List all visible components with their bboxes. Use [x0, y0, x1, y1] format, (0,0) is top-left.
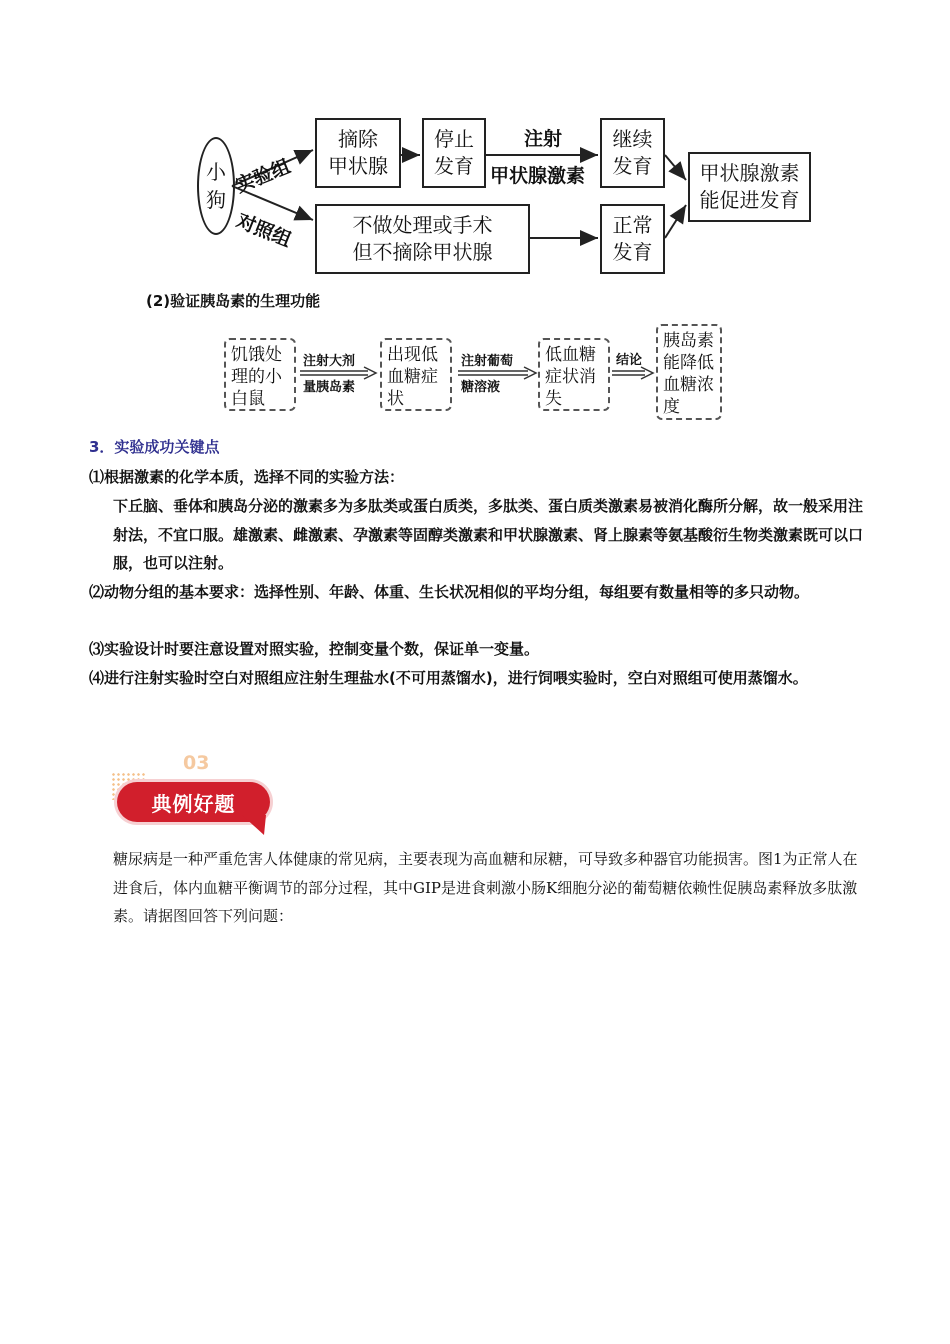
experimental-group-label: 实验组: [232, 155, 294, 198]
point-1-heading: ⑴根据激素的化学本质，选择不同的实验方法：: [89, 468, 405, 486]
conclusion-label: 结论: [616, 353, 643, 368]
inject-insulin-label: 注射大剂: [303, 354, 356, 369]
control-group-label: 对照组: [233, 209, 295, 252]
control-treatment-box: 不做处理或手术 但不摘除甲状腺: [315, 204, 530, 274]
thyroid-hormone-label: 甲状腺激素: [490, 165, 586, 187]
point-4: ⑷进行注射实验时空白对照组应注射生理盐水(不可用蒸馏水)，进行饲喂实验时，空白对照组可使用蒸馏水。: [89, 669, 808, 687]
banner-number: 03: [183, 752, 210, 774]
high-dose-insulin-label: 量胰岛素: [303, 380, 356, 395]
continue-growth-box: 继续 发育: [600, 118, 665, 188]
inject-glucose-label: 注射葡萄: [461, 354, 514, 369]
normal-growth-box: 正常 发育: [600, 204, 665, 274]
step-starved-mice: 饥饿处 理的小 白鼠: [224, 338, 296, 411]
stop-growth-box: 停止 发育: [422, 118, 486, 188]
point-1-body: 下丘脑、垂体和胰岛分泌的激素多为多肽类或蛋白质类，多肽类、蛋白质类激素易被消化酶所分解，故一般采用注射法，不宜口服。雄激素、雌激素、孕激素等固醇类激素和甲状腺激素、肾上腺素等氨基酸衍生物类激素既可以口服，也可以注射。: [113, 497, 864, 572]
step-insulin-conclusion: 胰岛素 能降低 血糖浓 度: [656, 324, 722, 420]
glucose-solution-label: 糖溶液: [461, 380, 501, 395]
point-3: ⑶实验设计时要注意设置对照实验，控制变量个数，保证单一变量。: [89, 640, 540, 658]
point-2: ⑵动物分组的基本要求：选择性别、年龄、体重、生长状况相似的平均分组，每组要有数量相等的多只动物。: [89, 583, 810, 601]
puppy-node: 小 狗: [197, 137, 235, 235]
diagram2-arrows: [0, 320, 950, 420]
banner-label: 典例好题: [151, 791, 236, 816]
inject-label: 注射: [524, 128, 563, 150]
subtitle-insulin: (2)验证胰岛素的生理功能: [146, 292, 321, 310]
step-symptoms-disappear: 低血糖 症状消 失: [538, 338, 610, 411]
conclusion-box: 甲状腺激素 能促进发育: [688, 152, 811, 222]
remove-thyroid-box: 摘除 甲状腺: [315, 118, 401, 188]
section-title: 3．实验成功关键点: [89, 438, 220, 456]
example-question-text: 糖尿病是一种严重危害人体健康的常见病，主要表现为高血糖和尿糖，可导致多种器官功能损害。图1为正常人在进食后，体内血糖平衡调节的部分过程，其中GIP是进食刺激小肠K细胞分泌的葡萄糖依赖性促胰岛素释放多肽激素。请据图回答下列问题：: [113, 850, 858, 925]
step-hypoglycemia: 出现低 血糖症 状: [380, 338, 452, 411]
